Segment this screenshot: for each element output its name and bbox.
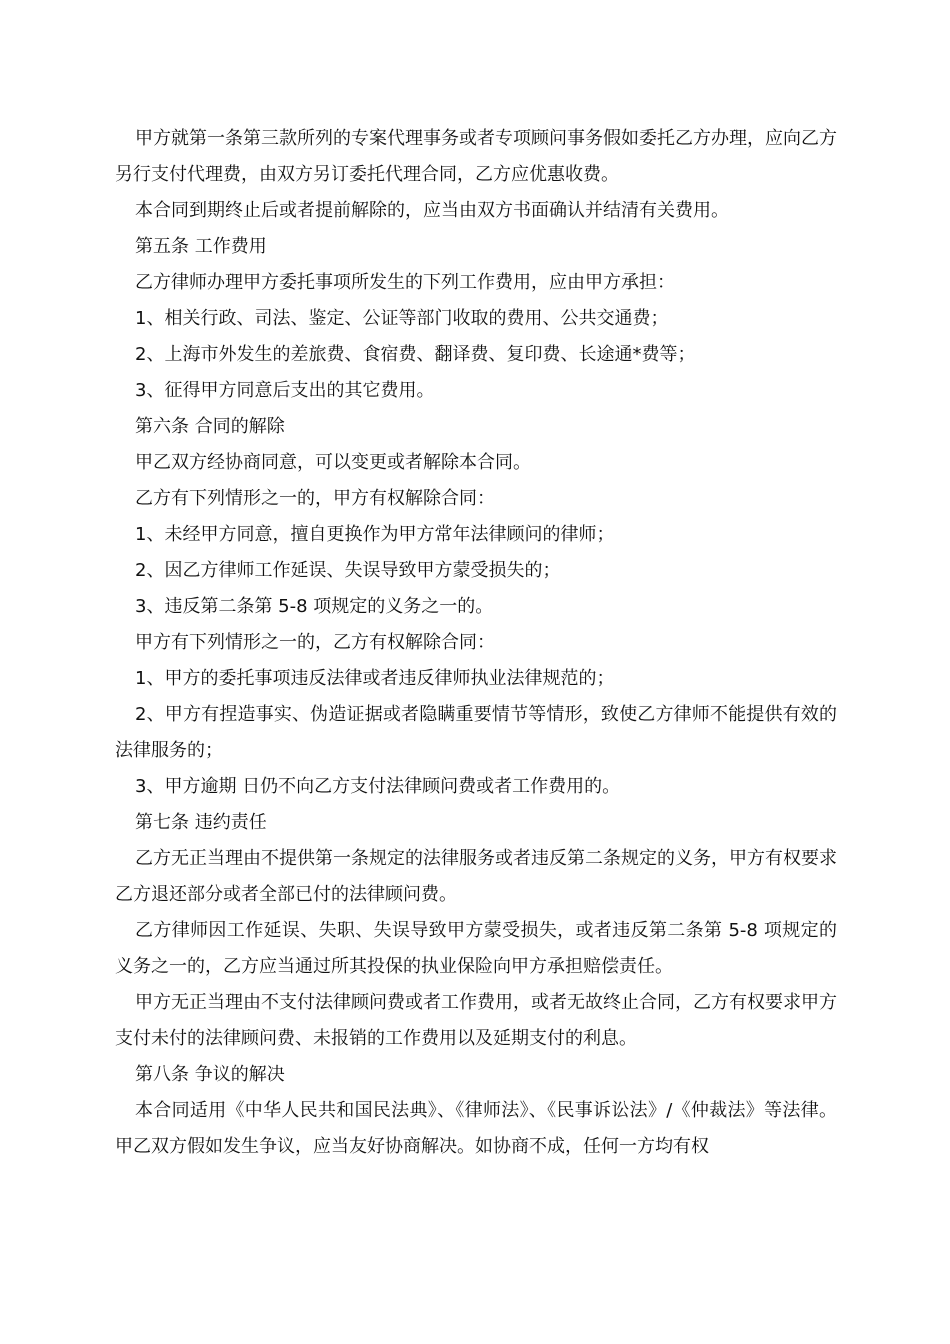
article-6-heading: 第六条 合同的解除 bbox=[135, 416, 285, 437]
list-item-party-a-case-1: 1、甲方的委托事项违反法律或者违反律师执业法律规范的； bbox=[135, 668, 615, 689]
list-item-party-b-case-1: 1、未经甲方同意，擅自更换作为甲方常年法律顾问的律师； bbox=[135, 524, 615, 545]
article-8-heading: 第八条 争议的解决 bbox=[135, 1064, 285, 1085]
paragraph-dispute-resolution: 本合同适用《中华人民共和国民法典》、《律师法》、《民事诉讼法》/《仲裁法》等法律。 甲乙双方假如发生争议，应当友好协商解决。如协商不成，任何一方均有权 bbox=[115, 1100, 837, 1157]
document-page bbox=[115, 121, 837, 1165]
list-item-party-b-case-2: 2、因乙方律师工作延误、失误导致甲方蒙受损失的； bbox=[135, 560, 561, 581]
paragraph-breach-party-b-refund: 乙方无正当理由不提供第一条规定的法律服务或者违反第二条规定的义务，甲方有权要求乙方退还部分或者全部已付的法律顾问费。 bbox=[115, 848, 837, 905]
paragraph-breach-party-b-compensation: 乙方律师因工作延误、失职、失误导致甲方蒙受损失，或者违反第二条第 5-8 项规定的义务之一的，乙方应当通过所其投保的执业保险向甲方承担赔偿责任。 bbox=[115, 920, 837, 977]
list-item-expense-1: 1、相关行政、司法、鉴定、公证等部门收取的费用、公共交通费； bbox=[135, 308, 669, 329]
paragraph-breach-party-a: 甲方无正当理由不支付法律顾问费或者工作费用，或者无故终止合同，乙方有权要求甲方支付未付的法律顾问费、未报销的工作费用以及延期支付的利息。 bbox=[115, 992, 837, 1049]
list-item-expense-2: 2、上海市外发生的差旅费、食宿费、翻译费、复印费、长途通*费等； bbox=[135, 344, 696, 365]
article-7-heading: 第七条 违约责任 bbox=[135, 812, 267, 833]
paragraph-settlement: 本合同到期终止后或者提前解除的，应当由双方书面确认并结清有关费用。 bbox=[135, 200, 729, 221]
list-item-party-a-case-3: 3、甲方逾期 日仍不向乙方支付法律顾问费或者工作费用的。 bbox=[135, 776, 621, 797]
list-item-expense-3: 3、征得甲方同意后支出的其它费用。 bbox=[135, 380, 435, 401]
paragraph-agency-fee: 甲方就第一条第三款所列的专案代理事务或者专项顾问事务假如委托乙方办理，应向乙方另行支付代理费，由双方另订委托代理合同，乙方应优惠收费。 bbox=[115, 128, 837, 185]
paragraph-party-b-may-terminate: 甲方有下列情形之一的，乙方有权解除合同： bbox=[135, 632, 495, 653]
paragraph-mutual-termination: 甲乙双方经协商同意，可以变更或者解除本合同。 bbox=[135, 452, 531, 473]
paragraph-work-expenses: 乙方律师办理甲方委托事项所发生的下列工作费用，应由甲方承担： bbox=[135, 272, 675, 293]
paragraph-party-a-may-terminate: 乙方有下列情形之一的，甲方有权解除合同： bbox=[135, 488, 495, 509]
article-5-heading: 第五条 工作费用 bbox=[135, 236, 267, 257]
list-item-party-b-case-3: 3、违反第二条第 5-8 项规定的义务之一的。 bbox=[135, 596, 494, 617]
list-item-party-a-case-2: 2、甲方有捏造事实、伪造证据或者隐瞒重要情节等情形，致使乙方律师不能提供有效的法律服务的； bbox=[115, 704, 837, 761]
